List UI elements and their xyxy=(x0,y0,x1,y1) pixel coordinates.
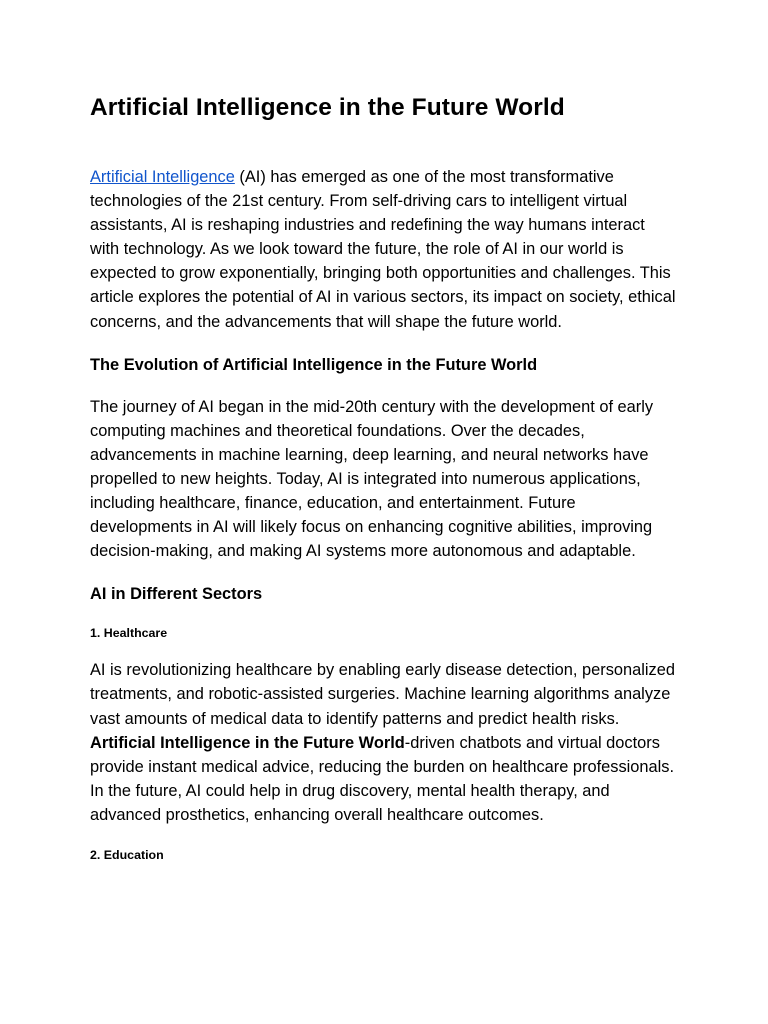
sectors-heading: AI in Different Sectors xyxy=(90,585,263,604)
healthcare-text-before: AI is revolutionizing healthcare by enabling early disease detection, personalized treatments, and robotic-assisted surgeries. Machine learning algorithms analyze vast amounts of medical data to identify patterns and predict health risks. xyxy=(90,661,675,728)
document-title: Artificial Intelligence in the Future World xyxy=(90,94,565,121)
education-heading: 2. Education xyxy=(90,847,164,862)
healthcare-bold-phrase: Artificial Intelligence in the Future World xyxy=(90,733,405,752)
healthcare-heading: 1. Healthcare xyxy=(90,626,168,641)
intro-paragraph xyxy=(90,165,678,334)
healthcare-paragraph xyxy=(90,658,678,827)
evolution-heading: The Evolution of Artificial Intelligence in the Future World xyxy=(90,355,538,374)
evolution-paragraph: The journey of AI began in the mid-20th century with the development of early computing machines and theoretical foundations. Over the decades, advancements in machine learning, deep learning, and neural networks have propelled to new heights. Today, AI is integrated into numerous applications, including healthcare, finance, education, and entertainment. Future developments in AI will likely focus on enhancing cognitive abilities, improving decision-making, and making AI systems more autonomous and adaptable. xyxy=(90,397,654,561)
healthcare-text-after: -driven chatbots and virtual doctors provide instant medical advice, reducing the burden on healthcare professionals. In the future, AI could help in drug discovery, mental health therapy, and advanced prosthetics, enhancing overall healthcare outcomes. xyxy=(90,733,675,824)
ai-link[interactable]: Artificial Intelligence xyxy=(90,168,235,186)
intro-text: (AI) has emerged as one of the most transformative technologies of the 21st century. From self-driving cars to intelligent virtual assistants, AI is reshaping industries and redefining the way humans interact with technology. As we look toward the future, the role of AI in our world is expected to grow exponentially, bringing both opportunities and challenges. This article explores the potential of AI in various sectors, its impact on society, ethical concerns, and the advancements that will shape the future world. xyxy=(90,168,676,331)
